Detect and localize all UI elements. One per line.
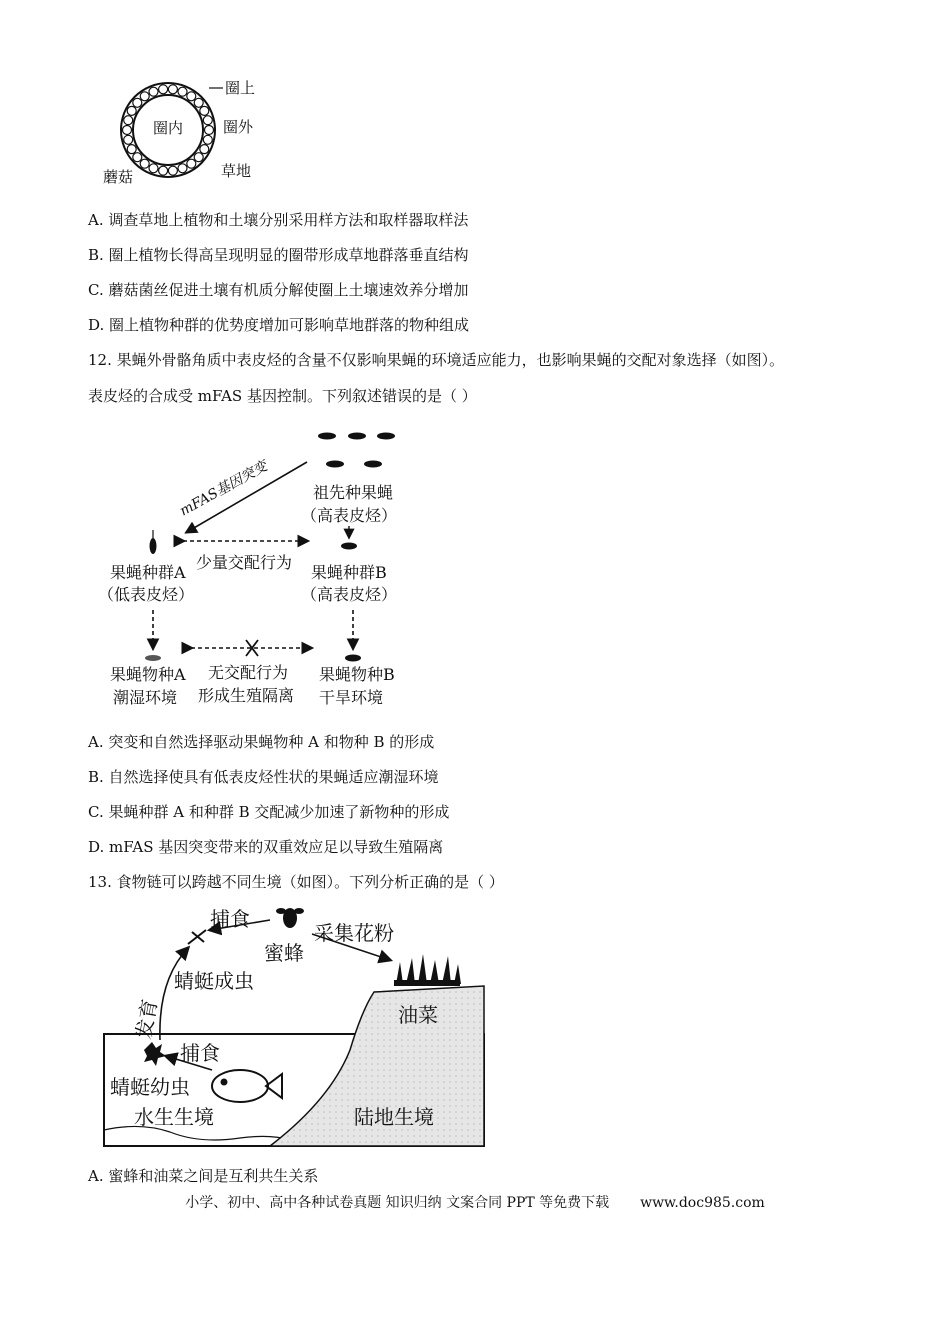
label-outside: 圈外 [223, 118, 254, 136]
q12-option-c: C. 果蝇种群 A 和种群 B 交配减少加速了新物种的形成 [88, 803, 450, 821]
food-chain-figure [100, 900, 495, 1155]
q12-option-d: D. mFAS 基因突变带来的双重效应足以导致生殖隔离 [88, 838, 444, 856]
mushroom-dot [200, 145, 209, 154]
rapeseed-label: 油菜 [398, 1003, 438, 1027]
mushroom-dot [149, 87, 158, 96]
bee-icon [276, 908, 304, 928]
mushroom-dot [200, 106, 209, 115]
mushroom-dot [133, 98, 142, 107]
prey1-label: 捕食 [210, 907, 250, 931]
q12-stem-line2: 表皮烃的合成受 mFAS 基因控制。下列叙述错误的是（ ） [88, 387, 477, 405]
footer-url[interactable]: www.doc985.com [640, 1195, 765, 1211]
species-a-fly-icon [145, 655, 161, 661]
species-b-label: 果蝇物种B [319, 665, 395, 684]
label-inside: 圈内 [153, 119, 184, 137]
mushroom-dot [187, 159, 196, 168]
mushroom-dot [168, 166, 177, 175]
species-b-env: 干旱环境 [319, 688, 384, 707]
pop-b-trait: （高表皮烃） [301, 585, 398, 604]
footer-text: 小学、初中、高中各种试卷真题 知识归纳 文案合同 PPT 等免费下载 [185, 1195, 610, 1211]
no-mating-label: 无交配行为 [208, 663, 289, 682]
mushroom-dot [133, 153, 142, 162]
mushroom-dot [140, 159, 149, 168]
q11-option-a: A. 调查草地上植物和土壤分别采用样方法和取样器取样法 [88, 211, 469, 229]
fruitfly-speciation-figure [95, 420, 425, 715]
mushroom-dot [124, 116, 133, 125]
q12-option-a: A. 突变和自然选择驱动果蝇物种 A 和物种 B 的形成 [88, 733, 435, 751]
mushroom-dot [187, 92, 196, 101]
larva-label: 蜻蜓幼虫 [110, 1075, 190, 1099]
pop-b-fly-icon [341, 543, 357, 550]
pop-a-trait: （低表皮烃） [98, 585, 195, 604]
mushroom-dot [140, 92, 149, 101]
footer [0, 1192, 950, 1212]
mushroom-dot [194, 98, 203, 107]
mushroom-dot [159, 166, 168, 175]
land-label: 陆地生境 [354, 1105, 434, 1129]
pop-a-label: 果蝇种群A [110, 563, 186, 582]
mushroom-dot [127, 145, 136, 154]
mushroom-dot [159, 85, 168, 94]
mushroom-dot [123, 126, 132, 135]
rapeseed-plants-icon [394, 954, 461, 986]
isolation-label: 形成生殖隔离 [198, 686, 295, 705]
mushroom-dot [127, 106, 136, 115]
develop-label: 发育 [131, 997, 162, 1041]
dragonfly-adult-icon [188, 930, 206, 944]
q11-option-d: D. 圈上植物种群的优势度增加可影响草地群落的物种组成 [88, 316, 470, 334]
fairy-ring-figure [95, 70, 275, 190]
ancestor-fly-icons [318, 433, 395, 468]
mushroom-dot [178, 164, 187, 173]
q13-option-a: A. 蜜蜂和油菜之间是互利共生关系 [88, 1167, 319, 1185]
little-mating-label: 少量交配行为 [196, 553, 293, 572]
label-on-ring: 圈上 [225, 79, 256, 97]
ancestor-label: 祖先种果蝇 [313, 483, 394, 502]
label-mushroom: 蘑菇 [103, 168, 134, 186]
species-a-label: 果蝇物种A [110, 665, 186, 684]
collect-label: 采集花粉 [314, 921, 394, 945]
q12-option-b: B. 自然选择使具有低表皮烃性状的果蝇适应潮湿环境 [88, 768, 439, 786]
species-a-env: 潮湿环境 [113, 688, 178, 707]
prey2-label: 捕食 [180, 1041, 220, 1065]
species-b-fly-icon [345, 655, 361, 662]
mushroom-dot [203, 116, 212, 125]
mushroom-dot [203, 135, 212, 144]
adult-label: 蜻蜓成虫 [174, 969, 254, 993]
mushroom-dot [168, 85, 177, 94]
mushroom-dot [178, 87, 187, 96]
q13-stem: 13. 食物链可以跨越不同生境（如图）。下列分析正确的是（ ） [88, 873, 504, 891]
mushroom-dot [124, 135, 133, 144]
mushroom-dot [149, 164, 158, 173]
aquatic-label: 水生生境 [134, 1105, 214, 1129]
q11-option-c: C. 蘑菇菌丝促进土壤有机质分解使圈上土壤速效养分增加 [88, 281, 469, 299]
pop-b-label: 果蝇种群B [311, 563, 387, 582]
label-grass: 草地 [221, 162, 252, 180]
mushroom-dot [205, 126, 214, 135]
bee-label: 蜜蜂 [264, 941, 304, 965]
mushroom-dot [194, 153, 203, 162]
q12-stem-line1: 12. 果蝇外骨骼角质中表皮烃的含量不仅影响果蝇的环境适应能力，也影响果蝇的交配对象选择（如图）。 [88, 351, 785, 369]
ancestor-trait: （高表皮烃） [301, 506, 398, 525]
mutation-label: mFAS基因突变 [177, 458, 271, 520]
q11-option-b: B. 圈上植物长得高呈现明显的圈带形成草地群落垂直结构 [88, 246, 469, 264]
pop-a-fly-icon [150, 538, 157, 554]
